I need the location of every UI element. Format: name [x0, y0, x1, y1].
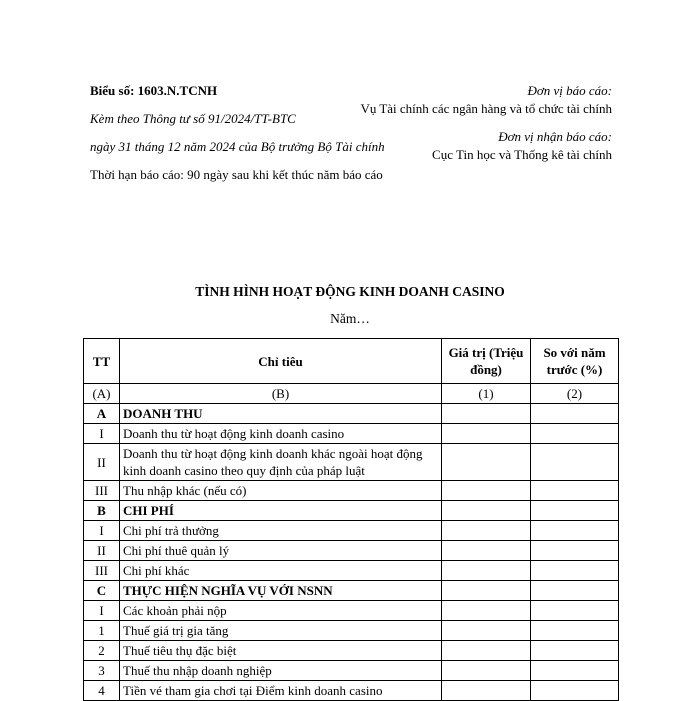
yoy-cell [531, 481, 619, 501]
indicator-cell: THỰC HIỆN NGHĨA VỤ VỚI NSNN [120, 581, 442, 601]
section-row [84, 404, 619, 424]
index-row [84, 384, 619, 404]
row-number-cell: I [84, 601, 120, 621]
row-number-cell: 3 [84, 661, 120, 681]
table-row [84, 481, 619, 501]
receiving-unit-label: Đơn vị nhận báo cáo: [498, 129, 612, 144]
table-header-row [84, 339, 619, 384]
report-year: Năm… [330, 311, 370, 326]
row-number-cell: A [84, 404, 120, 424]
table-row [84, 601, 619, 621]
yoy-cell [531, 501, 619, 521]
row-number-cell: III [84, 481, 120, 501]
value-cell [442, 521, 531, 541]
column-header-value: Giá trị (Triệu đồng) [442, 339, 531, 384]
yoy-cell [531, 561, 619, 581]
table-row [84, 444, 619, 481]
value-cell [442, 501, 531, 521]
yoy-cell [531, 444, 619, 481]
yoy-cell [531, 661, 619, 681]
circular-reference: Kèm theo Thông tư số 91/2024/TT-BTC [90, 111, 296, 126]
table-row [84, 661, 619, 681]
receiving-unit: Cục Tin học và Thống kê tài chính [432, 147, 612, 162]
index-cell: (B) [120, 384, 442, 404]
value-cell [442, 404, 531, 424]
value-cell [442, 641, 531, 661]
row-number-cell: I [84, 521, 120, 541]
indicator-cell: Các khoản phải nộp [120, 601, 442, 621]
section-row [84, 581, 619, 601]
row-number-cell: C [84, 581, 120, 601]
yoy-cell [531, 521, 619, 541]
value-cell [442, 661, 531, 681]
report-deadline: Thời hạn báo cáo: 90 ngày sau khi kết thúc năm báo cáo [90, 167, 383, 182]
indicator-cell: Tiền vé tham gia chơi tại Điểm kinh doanh casino [120, 681, 442, 701]
report-title: TÌNH HÌNH HOẠT ĐỘNG KINH DOANH CASINO [195, 284, 505, 299]
yoy-cell [531, 424, 619, 444]
indicator-cell: Doanh thu từ hoạt động kinh doanh casino [120, 424, 442, 444]
table-row [84, 521, 619, 541]
circular-date: ngày 31 tháng 12 năm 2024 của Bộ trưởng Bộ Tài chính [90, 139, 385, 154]
table-body [84, 384, 619, 701]
indicator-cell: Chi phí khác [120, 561, 442, 581]
value-cell [442, 621, 531, 641]
yoy-cell [531, 541, 619, 561]
indicator-cell: Chi phí trả thưởng [120, 521, 442, 541]
value-cell [442, 681, 531, 701]
yoy-cell [531, 404, 619, 424]
indicator-cell: DOANH THU [120, 404, 442, 424]
row-number-cell: I [84, 424, 120, 444]
value-cell [442, 424, 531, 444]
yoy-cell [531, 681, 619, 701]
table-row [84, 561, 619, 581]
value-cell [442, 541, 531, 561]
index-cell: (A) [84, 384, 120, 404]
row-number-cell: 4 [84, 681, 120, 701]
value-cell [442, 444, 531, 481]
section-row [84, 501, 619, 521]
indicator-cell: Doanh thu từ hoạt động kinh doanh khác ngoài hoạt động kinh doanh casino theo quy định của pháp luật [120, 444, 442, 481]
column-header-yoy: So với năm trước (%) [531, 339, 619, 384]
form-header-right [342, 82, 612, 174]
table-row [84, 424, 619, 444]
index-cell: (2) [531, 384, 619, 404]
row-number-cell: II [84, 444, 120, 481]
yoy-cell [531, 601, 619, 621]
indicator-cell: Thuế thu nhập doanh nghiệp [120, 661, 442, 681]
table-row [84, 621, 619, 641]
indicator-cell: Thuế tiêu thụ đặc biệt [120, 641, 442, 661]
row-number-cell: III [84, 561, 120, 581]
row-number-cell: II [84, 541, 120, 561]
value-cell [442, 481, 531, 501]
indicator-cell: Thuế giá trị gia tăng [120, 621, 442, 641]
indicator-cell: Chi phí thuê quản lý [120, 541, 442, 561]
column-header-indicator: Chỉ tiêu [120, 339, 442, 384]
reporting-unit: Vụ Tài chính các ngân hàng và tổ chức tài chính [360, 101, 612, 116]
row-number-cell: 2 [84, 641, 120, 661]
form-code: Biểu số: 1603.N.TCNH [90, 83, 218, 98]
reporting-unit-label: Đơn vị báo cáo: [527, 83, 612, 98]
table-row [84, 641, 619, 661]
yoy-cell [531, 621, 619, 641]
column-header-tt: TT [84, 339, 120, 384]
value-cell [442, 601, 531, 621]
row-number-cell: B [84, 501, 120, 521]
table-row [84, 541, 619, 561]
indicator-cell: CHI PHÍ [120, 501, 442, 521]
value-cell [442, 581, 531, 601]
indicator-cell: Thu nhập khác (nếu có) [120, 481, 442, 501]
table-row [84, 681, 619, 701]
yoy-cell [531, 581, 619, 601]
row-number-cell: 1 [84, 621, 120, 641]
value-cell [442, 561, 531, 581]
report-table [83, 338, 619, 701]
index-cell: (1) [442, 384, 531, 404]
yoy-cell [531, 641, 619, 661]
